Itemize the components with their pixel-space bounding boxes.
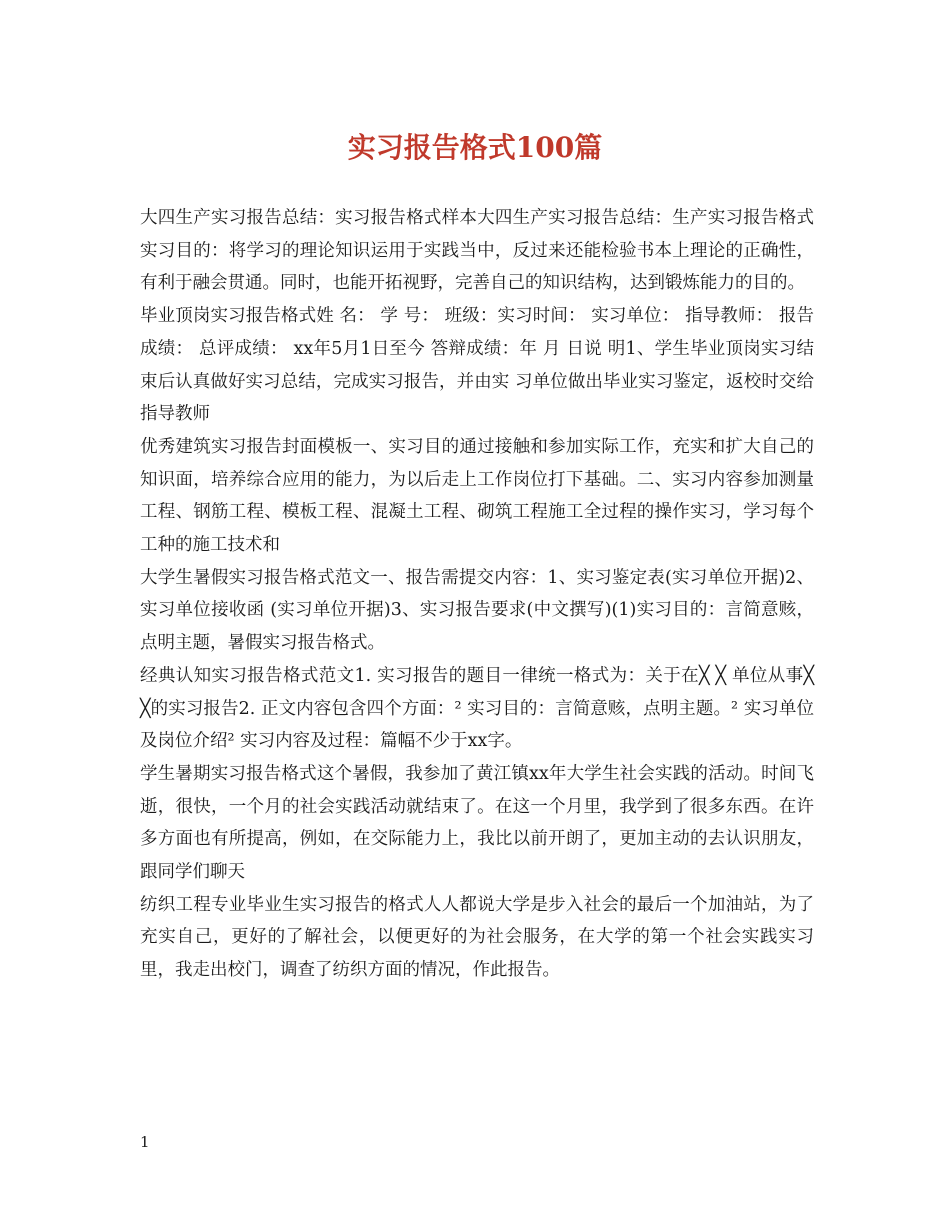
paragraph-textile-engineering: 纺织工程专业毕业生实习报告的格式人人都说大学是步入社会的最后一个加油站，为了充实自己，更好的了解社会，以便更好的为社会服务，在大学的第一个社会实践实习里，我走出校门，调查了纺织方面的情况，作此报告。 [140, 894, 814, 981]
page-number: 1 [140, 1133, 150, 1151]
paragraph-summer-practice: 学生暑期实习报告格式这个暑假，我参加了黄江镇xx年大学生社会实践的活动。时间飞逝，很快，一个月的社会实践活动就结束了。在这一个月里，我学到了很多东西。在许多方面也有所提高，例如，在交际能力上，我比以前开朗了，更加主动的去认识朋友，跟同学们聊天 [140, 763, 814, 883]
paragraph-graduation-internship-form: 毕业顶岗实习报告格式姓 名： 学 号： 班级：实习时间： 实习单位： 指导教师： 报告成绩： 总评成绩： xx年5月1日至今 答辩成绩：年 月 日说 明1、学生毕业顶岗实习结束后认真做好实习总结，完成实习报告，并由实 习单位做出毕业实习鉴定，返校时交给指导教师 [140, 306, 814, 425]
paragraph-architecture-internship: 优秀建筑实习报告封面模板一、实习目的通过接触和参加实际工作，充实和扩大自己的知识面，培养综合应用的能力，为以后走上工作岗位打下基础。二、实习内容参加测量工程、钢筋工程、模板工程、混凝土工程、砌筑工程施工全过程的操作实习，学习每个工种的施工技术和 [140, 436, 814, 556]
paragraph-cognitive-internship: 经典认知实习报告格式范文1. 实习报告的题目一律统一格式为：关于在╳ ╳ 单位从事╳ ╳的实习报告2. 正文内容包含四个方面：² 实习目的：言简意赅，点明主题。² 实习单位及岗位介绍² 实习内容及过程：篇幅不少于xx字。 [140, 665, 814, 752]
paragraph-summer-internship-template: 大学生暑假实习报告格式范文一、报告需提交内容：1、实习鉴定表(实习单位开据)2、实习单位接收函 (实习单位开据)3、实习报告要求(中文撰写)(1)实习目的：言简意赅，点明主题，暑假实习报告格式。 [140, 567, 814, 654]
document-body [140, 202, 814, 987]
document-title: 实习报告格式100篇 [347, 131, 603, 164]
paragraph-senior-production-internship: 大四生产实习报告总结：实习报告格式样本大四生产实习报告总结：生产实习报告格式实习目的：将学习的理论知识运用于实践当中，反过来还能检验书本上理论的正确性，有利于融会贯通。同时，也能开拓视野，完善自己的知识结构，达到锻炼能力的目的。 [140, 208, 814, 294]
